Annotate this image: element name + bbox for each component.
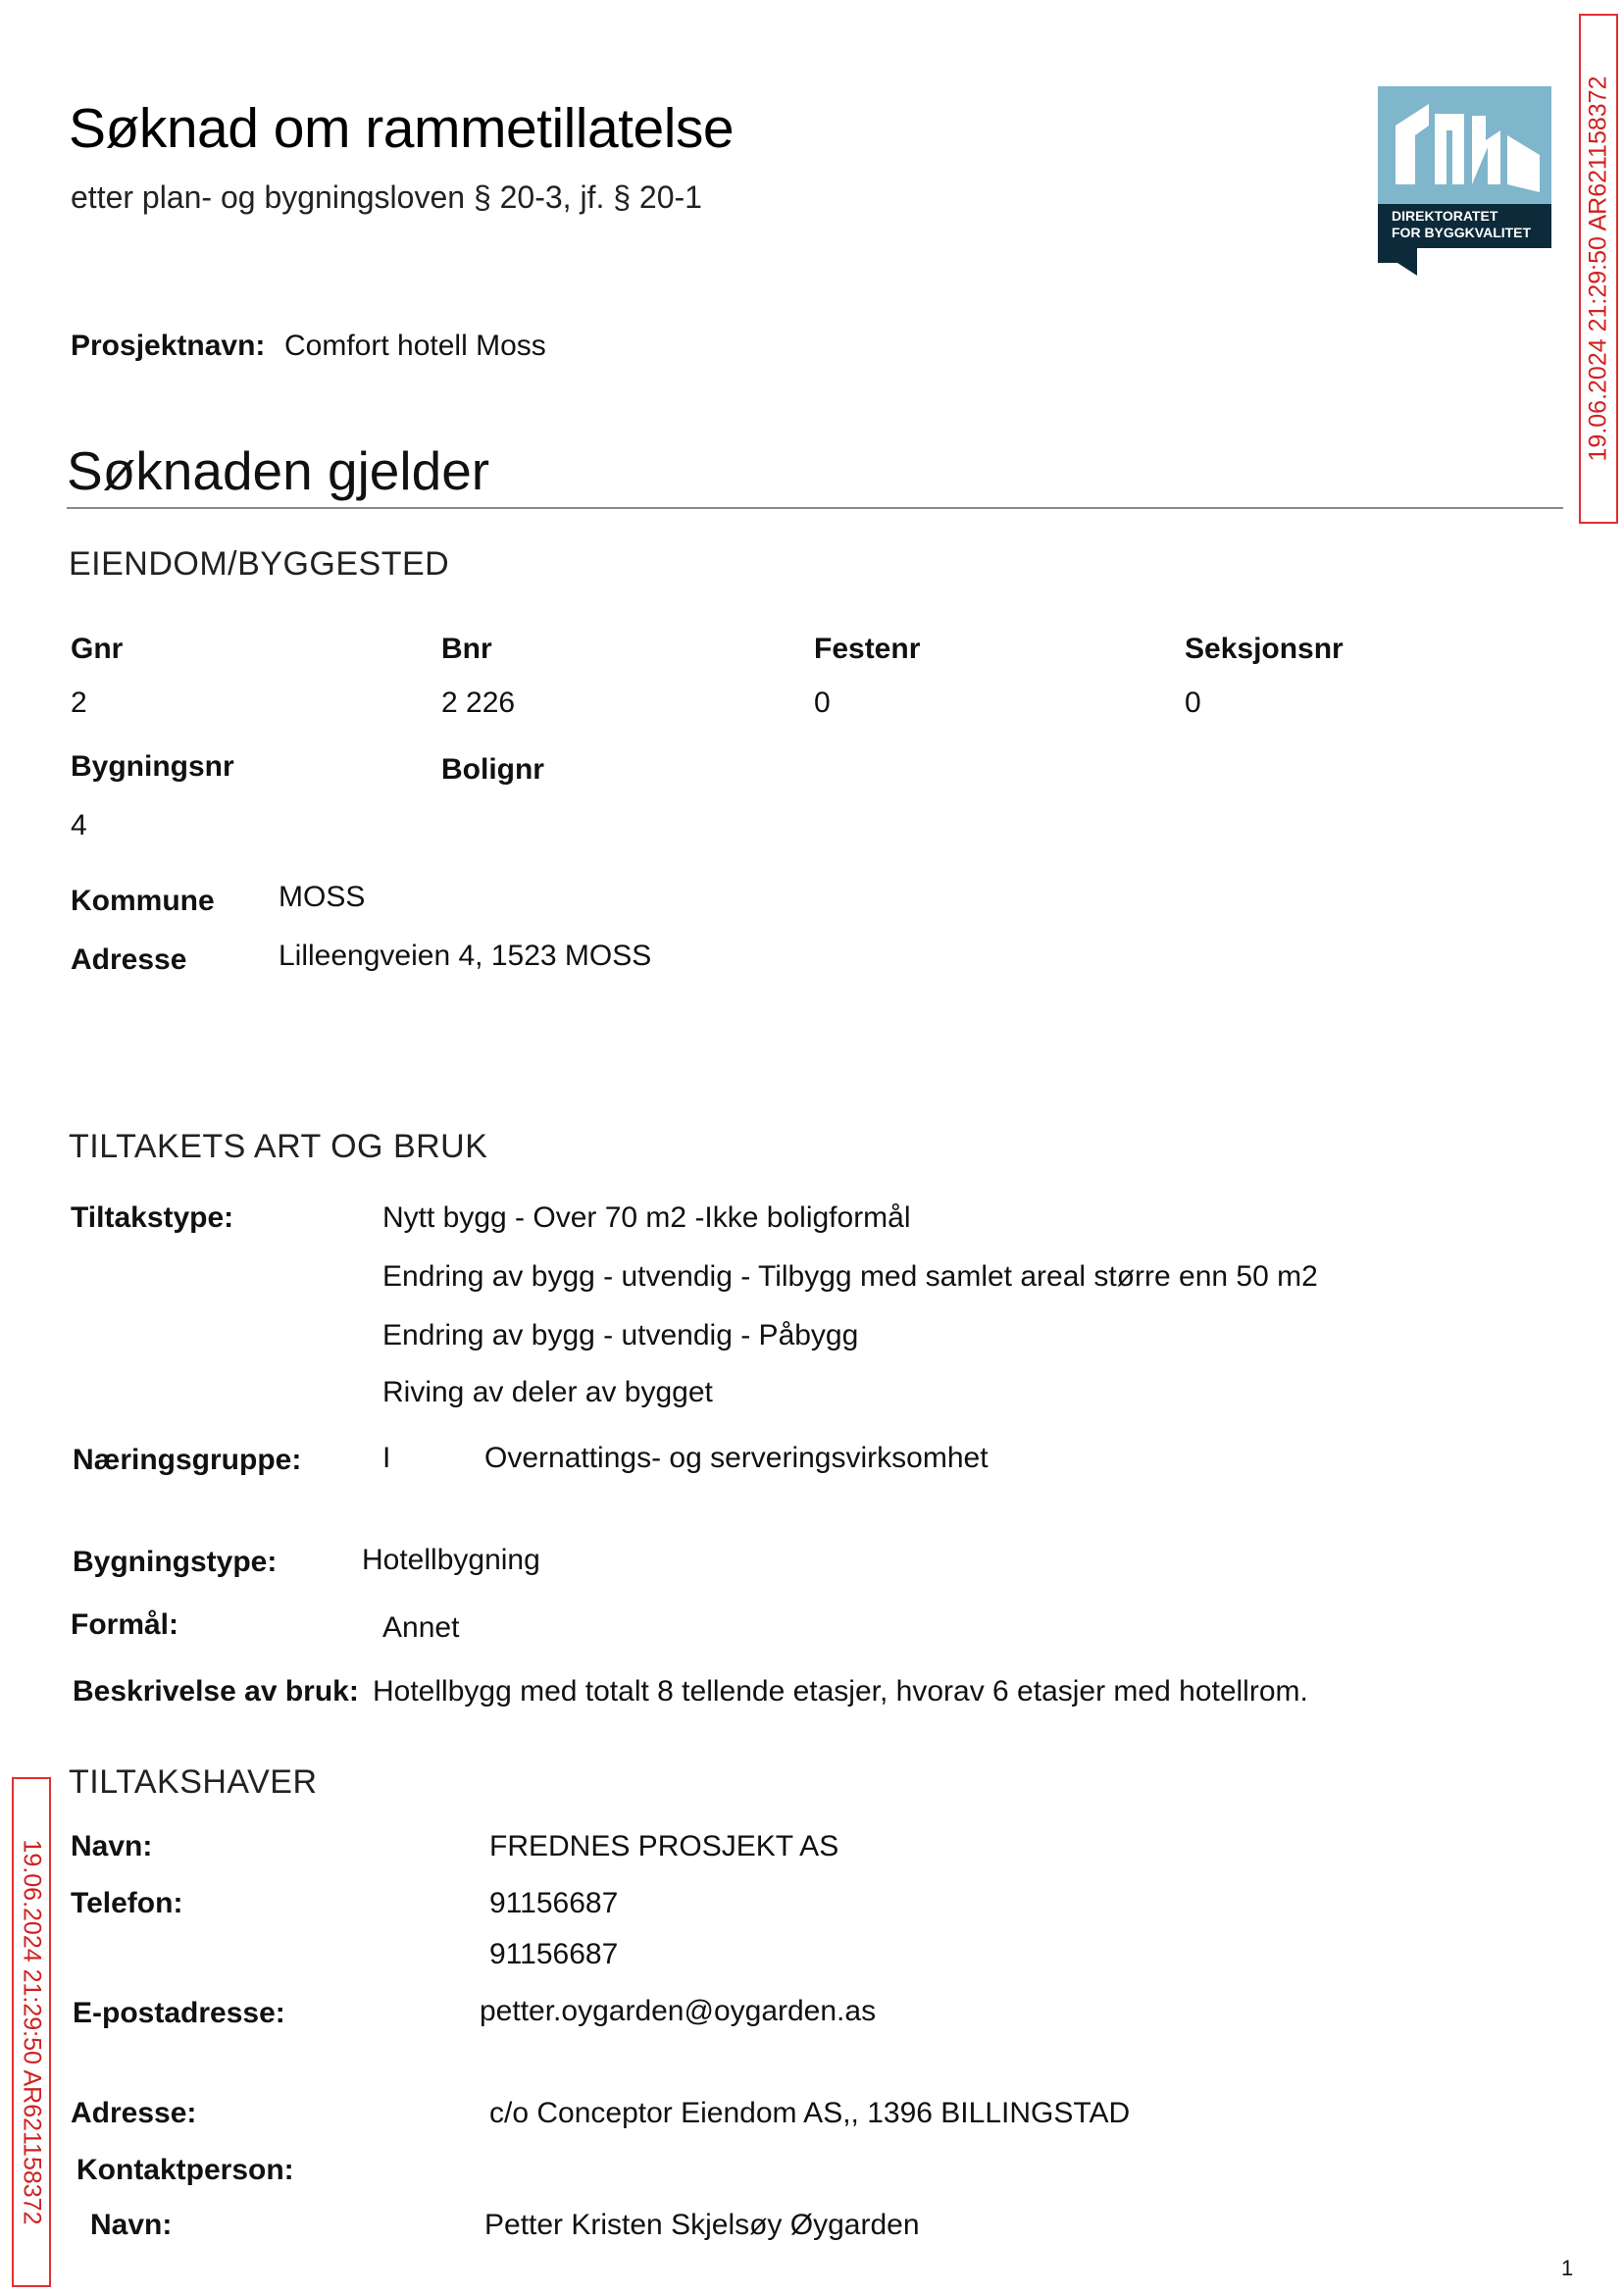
stamp-text-left: 19.06.2024 21:29:50 AR621158372 xyxy=(18,1839,46,2225)
building-logo-icon xyxy=(1378,86,1551,276)
document-subtitle: etter plan- og bygningsloven § 20-3, jf. § 20-1 xyxy=(71,179,702,215)
mobil-value: 91156687 xyxy=(489,1938,619,1970)
tiltakstype-label: Tiltakstype: xyxy=(71,1201,234,1234)
bygningstype-label: Bygningstype: xyxy=(73,1546,278,1578)
naeringsgruppe-code: I xyxy=(382,1442,391,1474)
stamp-text-top: 19.06.2024 21:29:50 AR621158372 xyxy=(1584,76,1612,462)
festenr-label: Festenr xyxy=(814,633,921,665)
navn-value: FREDNES PROSJEKT AS xyxy=(489,1830,839,1862)
formal-value: Annet xyxy=(382,1611,460,1644)
project-value: Comfort hotell Moss xyxy=(284,330,546,362)
document-title: Søknad om rammetillatelse xyxy=(69,97,735,160)
eiendom-heading: EIENDOM/BYGGESTED xyxy=(69,545,450,583)
bolignr-label: Bolignr xyxy=(441,753,544,786)
project-label: Prosjektnavn: xyxy=(71,330,266,362)
timestamp-stamp-left xyxy=(12,1777,51,2287)
gnr-value: 2 xyxy=(71,687,87,719)
festenr-value: 0 xyxy=(814,687,831,719)
section-title: Søknaden gjelder xyxy=(67,440,490,501)
epost-label: E-postadresse: xyxy=(73,1997,285,2029)
bygningsnr-value: 4 xyxy=(71,809,87,841)
tiltakshaver-adresse-value: c/o Conceptor Eiendom AS,, 1396 BILLINGSTAD xyxy=(489,2097,1131,2129)
tiltak-heading: TILTAKETS ART OG BRUK xyxy=(69,1128,488,1165)
bnr-label: Bnr xyxy=(441,633,492,665)
bygningsnr-label: Bygningsnr xyxy=(71,750,234,783)
tiltakshaver-heading: TILTAKSHAVER xyxy=(69,1763,318,1801)
seksjonsnr-label: Seksjonsnr xyxy=(1185,633,1344,665)
tiltakshaver-adresse-label: Adresse: xyxy=(71,2097,197,2129)
page-number: 1 xyxy=(1561,2256,1574,2280)
kommune-label: Kommune xyxy=(71,885,215,917)
formal-label: Formål: xyxy=(71,1608,179,1641)
telefon-label: Telefon: xyxy=(71,1887,183,1919)
adresse-label: Adresse xyxy=(71,943,187,976)
seksjonsnr-value: 0 xyxy=(1185,687,1201,719)
tiltakstype-item: Nytt bygg - Over 70 m2 -Ikke boligformål xyxy=(382,1201,911,1234)
adresse-value: Lilleengveien 4, 1523 MOSS xyxy=(279,940,652,972)
kontakt-navn-value: Petter Kristen Skjelsøy Øygarden xyxy=(484,2209,920,2241)
epost-value: petter.oygarden@oygarden.as xyxy=(480,1995,877,2027)
tiltakstype-item: Endring av bygg - utvendig - Tilbygg med samlet areal større enn 50 m2 xyxy=(382,1260,1318,1293)
tiltakstype-item: Riving av deler av bygget xyxy=(382,1376,713,1408)
timestamp-stamp-top xyxy=(1579,14,1618,524)
kontakt-navn-label: Navn: xyxy=(90,2209,173,2241)
gnr-label: Gnr xyxy=(71,633,124,665)
kommune-value: MOSS xyxy=(279,881,366,913)
logo-line-1: DIREKTORATET xyxy=(1392,208,1498,224)
kontaktperson-label: Kontaktperson: xyxy=(76,2154,294,2186)
naeringsgruppe-label: Næringsgruppe: xyxy=(73,1444,302,1476)
dibk-logo xyxy=(1378,86,1551,276)
bnr-value: 2 226 xyxy=(441,687,516,719)
tiltakstype-item: Endring av bygg - utvendig - Påbygg xyxy=(382,1319,859,1351)
section-divider xyxy=(67,507,1563,509)
beskrivelse-value: Hotellbygg med totalt 8 tellende etasjer, hvorav 6 etasjer med hotellrom. xyxy=(373,1675,1308,1708)
navn-label: Navn: xyxy=(71,1830,153,1862)
naeringsgruppe-value: Overnattings- og serveringsvirksomhet xyxy=(484,1442,989,1474)
logo-line-2: FOR BYGGKVALITET xyxy=(1392,225,1532,240)
beskrivelse-label: Beskrivelse av bruk: xyxy=(73,1675,359,1708)
bygningstype-value: Hotellbygning xyxy=(362,1544,540,1576)
telefon-value: 91156687 xyxy=(489,1887,619,1919)
